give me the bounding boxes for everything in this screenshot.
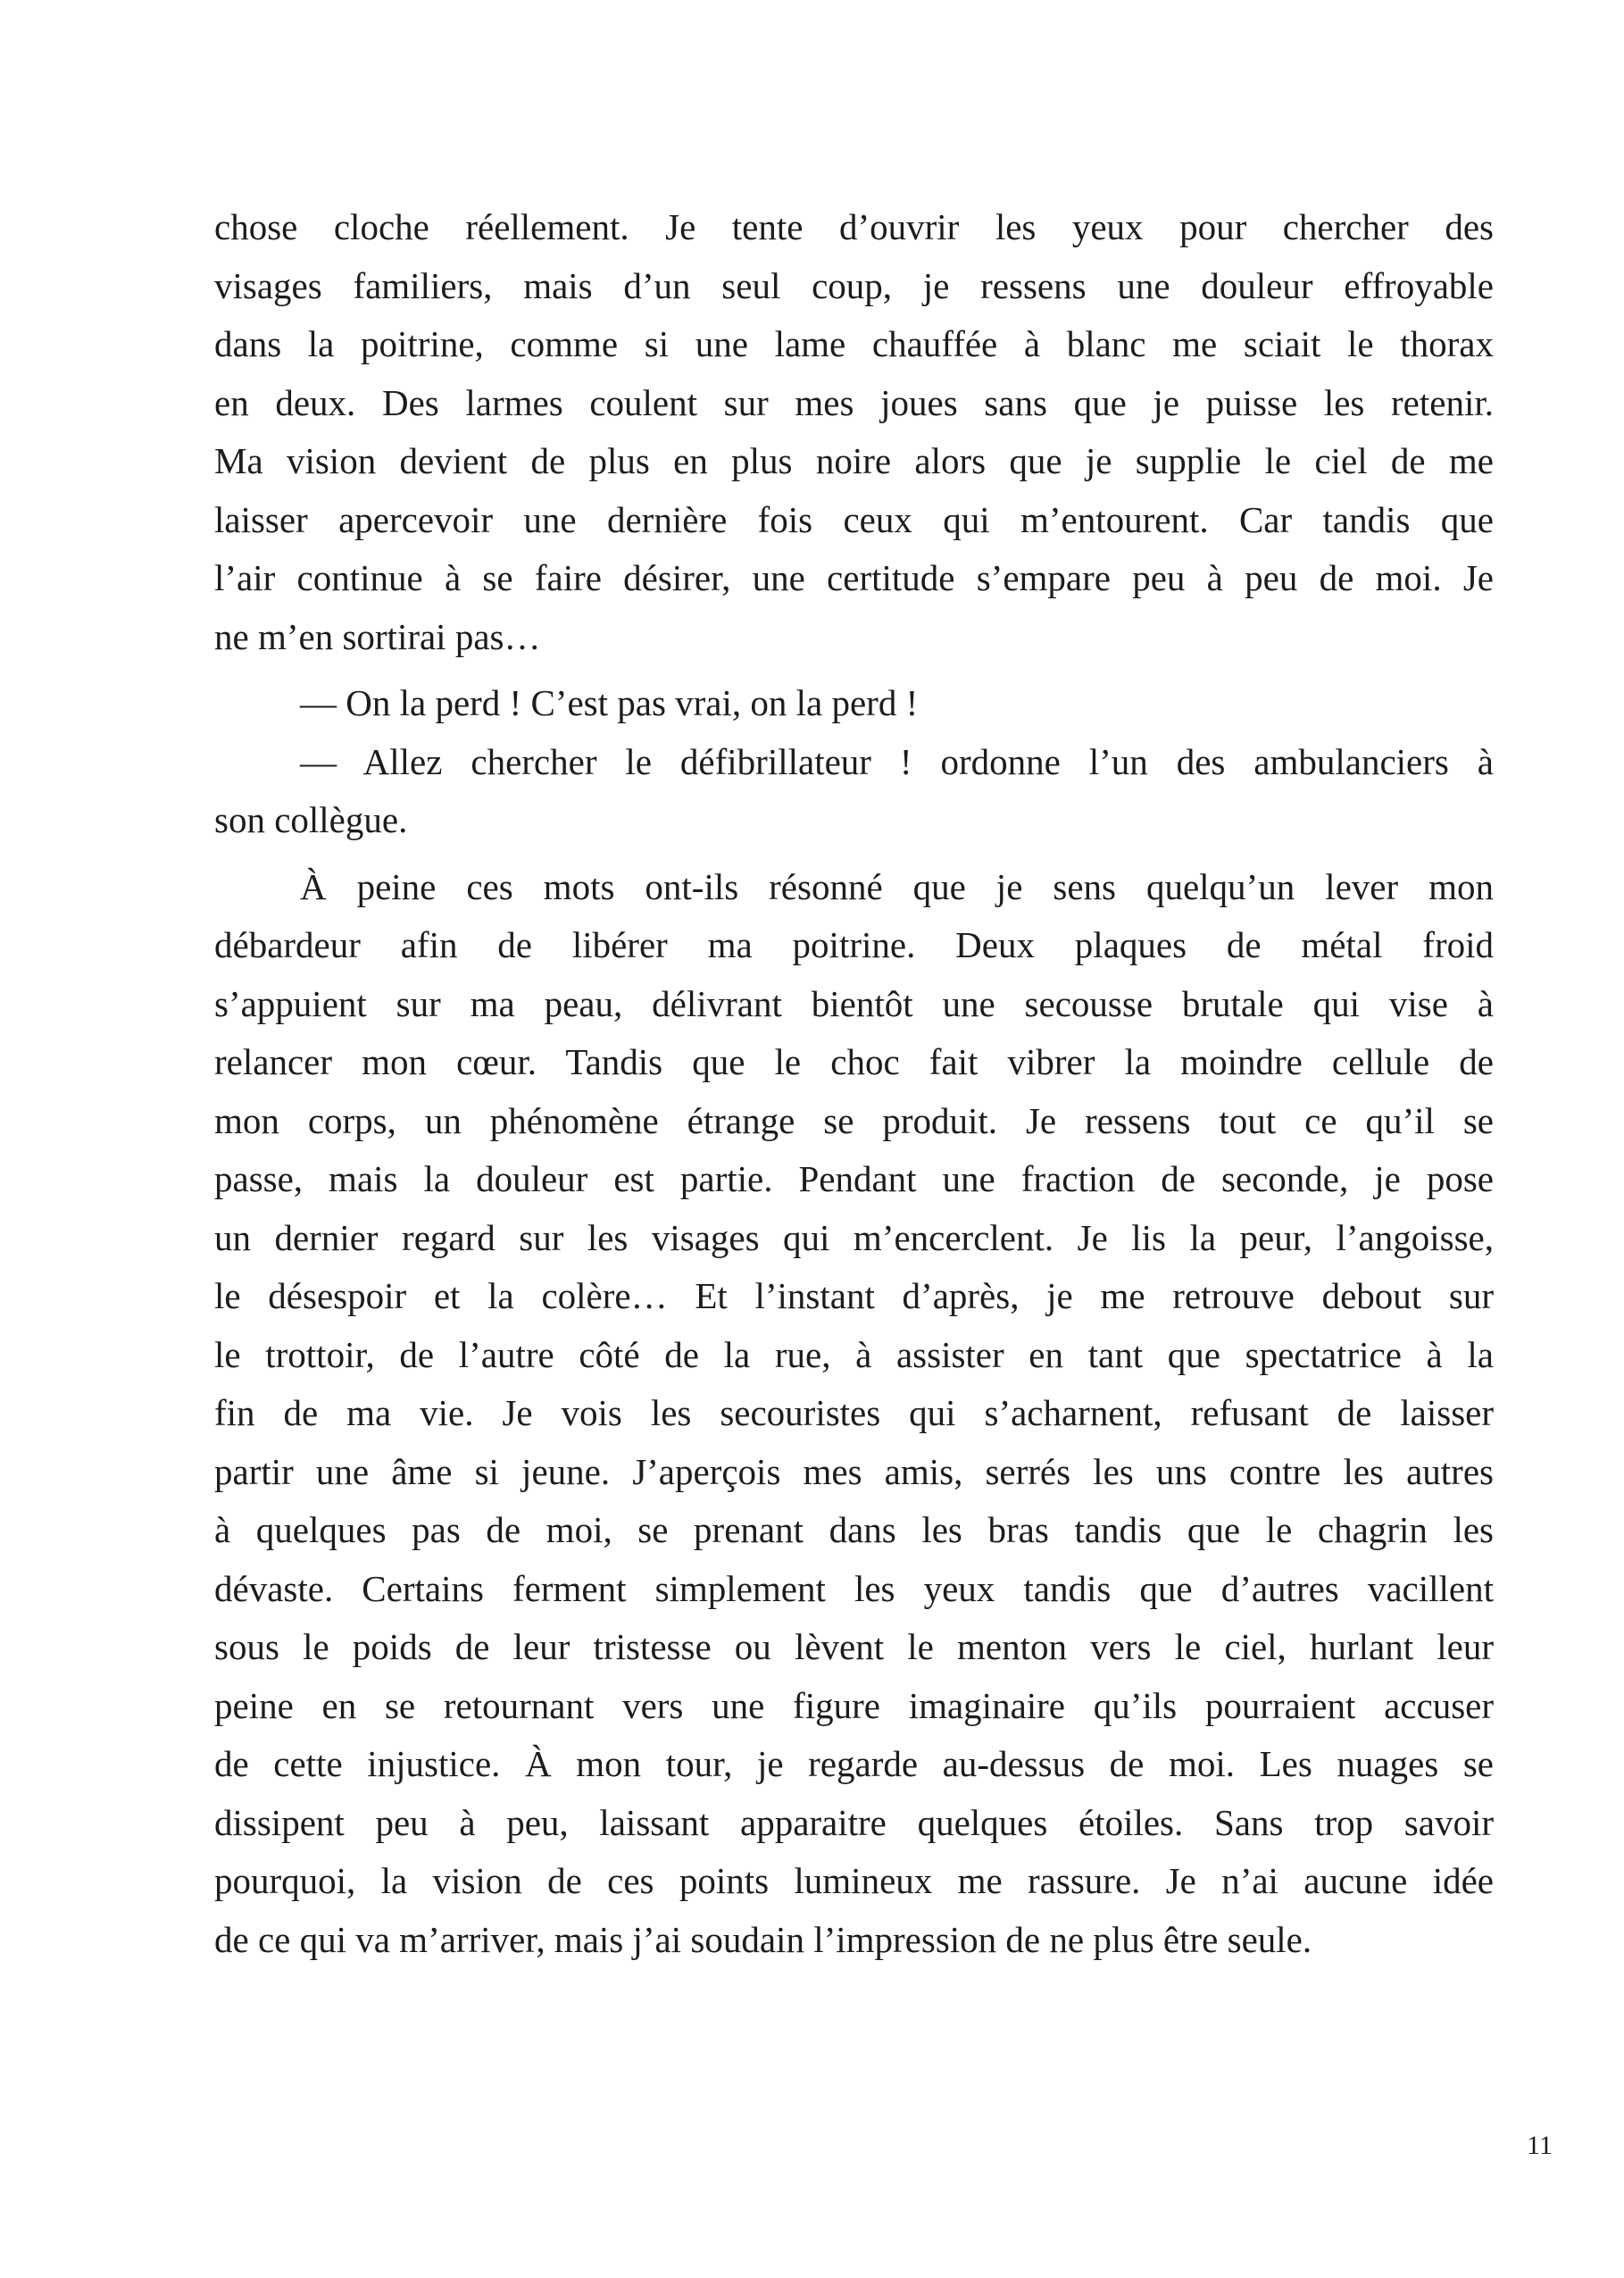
text-line: s’appuient sur ma peau, délivrant bientôt une secousse brutale qui vise à	[214, 982, 1494, 1024]
paragraph-spacer	[214, 850, 1494, 858]
text-line: peine en se retournant vers une figure imaginaire qu’ils pourraient accuser	[214, 1684, 1494, 1726]
text-line: mon corps, un phénomène étrange se produit. Je ressens tout ce qu’il se	[214, 1099, 1494, 1141]
paragraph-spacer	[214, 666, 1494, 674]
text-line: l’air continue à se faire désirer, une certitude s’empare peu à peu de moi. Je	[214, 557, 1494, 598]
text-line: ne m’en sortirai pas…	[214, 615, 541, 657]
text-line: de cette injustice. À mon tour, je regarde au-dessus de moi. Les nuages se	[214, 1743, 1494, 1784]
text-line: dans la poitrine, comme si une lame chauffée à blanc me sciait le thorax	[214, 323, 1494, 364]
dialogue-line-1	[214, 674, 1494, 733]
text-line: de ce qui va m’arriver, mais j’ai soudain l’impression de ne plus être seule.	[214, 1918, 1312, 1960]
text-line: À peine ces mots ont-ils résonné que je sens quelqu’un lever mon	[300, 865, 1494, 907]
text-line: passe, mais la douleur est partie. Pendant une fraction de seconde, je pose	[214, 1158, 1494, 1199]
text-line: sous le poids de leur tristesse ou lèvent le menton vers le ciel, hurlant leur	[214, 1626, 1494, 1667]
text-line: partir une âme si jeune. J’aperçois mes amis, serrés les uns contre les autres	[214, 1450, 1494, 1492]
text-line: à quelques pas de moi, se prenant dans les bras tandis que le chagrin les	[214, 1509, 1494, 1550]
text-line: laisser apercevoir une dernière fois ceux qui m’entourent. Car tandis que	[214, 498, 1494, 540]
text-line: le désespoir et la colère… Et l’instant d’après, je me retrouve debout sur	[214, 1275, 1494, 1316]
text-line: son collègue.	[214, 799, 408, 840]
text-line: le trottoir, de l’autre côté de la rue, à assister en tant que spectatrice à la	[214, 1333, 1494, 1375]
text-line: chose cloche réellement. Je tente d’ouvrir les yeux pour chercher des	[214, 206, 1494, 247]
text-line: relancer mon cœur. Tandis que le choc fait vibrer la moindre cellule de	[214, 1041, 1494, 1082]
text-line: fin de ma vie. Je vois les secouristes qui s’acharnent, refusant de laisser	[214, 1392, 1494, 1433]
page-body-text	[214, 198, 1494, 1969]
text-line: en deux. Des larmes coulent sur mes joues sans que je puisse les retenir.	[214, 381, 1494, 423]
text-line: — On la perd ! C’est pas vrai, on la perd !	[300, 682, 919, 723]
text-line: visages familiers, mais d’un seul coup, je ressens une douleur effroyable	[214, 264, 1494, 306]
page-number: 11	[1527, 2131, 1553, 2160]
text-line: pourquoi, la vision de ces points lumineux me rassure. Je n’ai aucune idée	[214, 1860, 1494, 1901]
text-line: dissipent peu à peu, laissant apparaitre quelques étoiles. Sans trop savoir	[214, 1801, 1494, 1843]
paragraph-1	[214, 198, 1494, 666]
text-line: Ma vision devient de plus en plus noire alors que je supplie le ciel de me	[214, 440, 1494, 481]
paragraph-2	[214, 858, 1494, 1970]
text-line: dévaste. Certains ferment simplement les yeux tandis que d’autres vacillent	[214, 1567, 1494, 1609]
text-line: débardeur afin de libérer ma poitrine. Deux plaques de métal froid	[214, 924, 1494, 965]
text-line: un dernier regard sur les visages qui m’encerclent. Je lis la peur, l’angoisse,	[214, 1216, 1494, 1258]
dialogue-line-2	[214, 733, 1494, 850]
text-line: — Allez chercher le défibrillateur ! ordonne l’un des ambulanciers à	[300, 740, 1494, 782]
